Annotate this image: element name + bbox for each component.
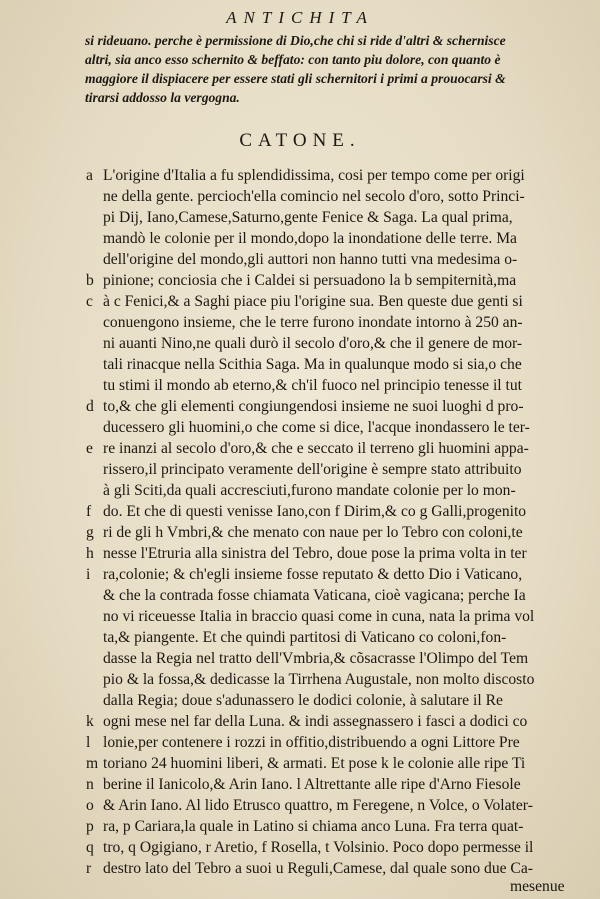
- running-head: ANTICHITA: [226, 8, 374, 27]
- body-line: & Arin Iano. Al lido Etrusco quattro, m Feregene, n Volce, o Volater-: [103, 797, 533, 814]
- body-line: do. Et che di questi venisse Iano,con f Dirim,& co g Galli,progenito: [103, 503, 527, 520]
- body-line: dasse la Regia nel tratto dell'Vmbria,& cõsacrasse l'Olimpo del Tem: [103, 650, 529, 667]
- intro-line: altri, sia anco esso schernito & beffato: con tanto piu dolore, con quanto è: [85, 52, 501, 67]
- body-line: ra, p Cariara,la quale in Latino si chiama anco Luna. Fra terra quat-: [103, 818, 524, 835]
- margin-note-c: c: [86, 293, 93, 310]
- body-line: ri de gli h Vmbri,& che menato con naue per lo Tebro con coloni,te: [103, 524, 523, 541]
- margin-note-g: g: [86, 524, 94, 541]
- margin-note-f: f: [86, 503, 92, 520]
- body-line: mandò le colonie per il mondo,dopo la inondatione delle terre. Ma: [103, 230, 517, 247]
- body-line: destro lato del Tebro a suoi u Reguli,Camese, dal quale sono due Ca-: [103, 860, 533, 877]
- body-line: nesse l'Etruria alla sinistra del Tebro, doue pose la prima volta in ter: [103, 545, 527, 562]
- margin-note-l: l: [86, 734, 91, 751]
- body-line: no vi riceuesse Italia in braccio quasi come in cuna, nata la prima vol: [103, 608, 535, 625]
- body-line: tu stimi il mondo ab eterno,& ch'il fuoco nel principio tenesse il tut: [103, 377, 522, 394]
- margin-note-k: k: [86, 713, 94, 730]
- margin-note-q: q: [86, 839, 94, 856]
- body-line: pinione; conciosia che i Caldei si persuadono la b sempiternità,ma: [103, 272, 517, 289]
- margin-note-h: h: [86, 545, 94, 562]
- intro-line: maggiore il dispiacere per essere stati gli schernitori i primi a prouocarsi &: [85, 71, 506, 86]
- margin-note-d: d: [86, 398, 94, 415]
- body-line: ne della gente. percioch'ella comincio nel secolo d'oro, sotto Princi-: [103, 188, 525, 205]
- body-line: pio & la fossa,& dedicasse la Tirrhena Augustale, non molto discosto: [103, 671, 535, 688]
- body-line: re inanzi al secolo d'oro,& che e seccato il terreno gli huomini appa-: [103, 440, 529, 457]
- body-line: tro, q Ogigiano, r Aretio, f Rosella, t Volsinio. Poco dopo permesse il: [103, 839, 534, 856]
- body-line: à c Fenici,& a Saghi piace piu l'origine sua. Ben queste due genti si: [103, 293, 523, 310]
- body-line: tali rinacque nella Scithia Saga. Ma in qualunque modo si sia,o che: [103, 356, 522, 373]
- body-line: ra,colonie; & ch'egli insieme fosse reputato & detto Dio i Vaticano,: [103, 566, 523, 583]
- body-line: ogni mese nel far della Luna. & indi assegnassero i fasci a dodici co: [103, 713, 528, 730]
- margin-note-m: m: [86, 755, 99, 772]
- body-line: pi Dij, Iano,Camese,Saturno,gente Fenice & Saga. La qual prima,: [103, 209, 513, 226]
- margin-note-n: n: [86, 776, 94, 793]
- body-line: toriano 24 huomini liberi, & armati. Et pose k le colonie alle ripe Ti: [103, 755, 526, 772]
- body-line: L'origine d'Italia a fu splendidissima, cosi per tempo come per origi: [103, 167, 525, 184]
- body-line: ni auanti Nino,ne quali durò il secolo d'oro,& che il genere de mor-: [103, 335, 523, 352]
- margin-note-i: i: [86, 566, 91, 583]
- body-line: & che la contrada fosse chiamata Vaticana, cioè vagicana; perche Ia: [103, 587, 526, 604]
- margin-note-e: e: [86, 440, 93, 457]
- body-line: lonie,per contenere i rozzi in offitio,distribuendo a ogni Littore Pre: [103, 734, 520, 751]
- intro-line: si rideuano. perche è permissione di Dio,che chi si ride d'altri & schernisce: [85, 33, 506, 48]
- margin-note-p: p: [86, 818, 94, 835]
- body-line: dalla Regia; doue s'adunassero le dodici colonie, à salutare il Re: [103, 692, 503, 709]
- body-line: berine il Ianicolo,& Arin Iano. l Altrettante alle ripe d'Arno Fiesole: [103, 776, 521, 793]
- body-line: dell'origine del mondo,gli auttori non hanno tutti vna medesima o-: [103, 251, 518, 268]
- body-line: to,& che gli elementi congiungendosi insieme ne suoi luoghi d pro-: [103, 398, 524, 415]
- body-line: conuengono insieme, che le terre furono inondate intorno à 250 an-: [103, 314, 523, 331]
- margin-note-r: r: [86, 860, 92, 877]
- catchword: mesenue: [510, 878, 565, 895]
- margin-note-a: a: [86, 167, 93, 184]
- margin-note-b: b: [86, 272, 94, 289]
- body-line: ta,& piangente. Et che quindi partitosi di Vaticano co coloni,fon-: [103, 629, 507, 646]
- margin-note-o: o: [86, 797, 94, 814]
- intro-line: tirarsi addosso la vergogna.: [85, 90, 240, 105]
- body-line: ducessero gli huomini,o che come si dice, l'acque inondassero le ter-: [103, 419, 530, 436]
- body-line: rissero,il principato veramente dell'origine è sempre stato attribuito: [103, 461, 522, 478]
- section-title: CATONE.: [239, 130, 361, 151]
- body-line: à gli Sciti,da quali accresciuti,furono mandate colonie per lo mon-: [103, 482, 516, 499]
